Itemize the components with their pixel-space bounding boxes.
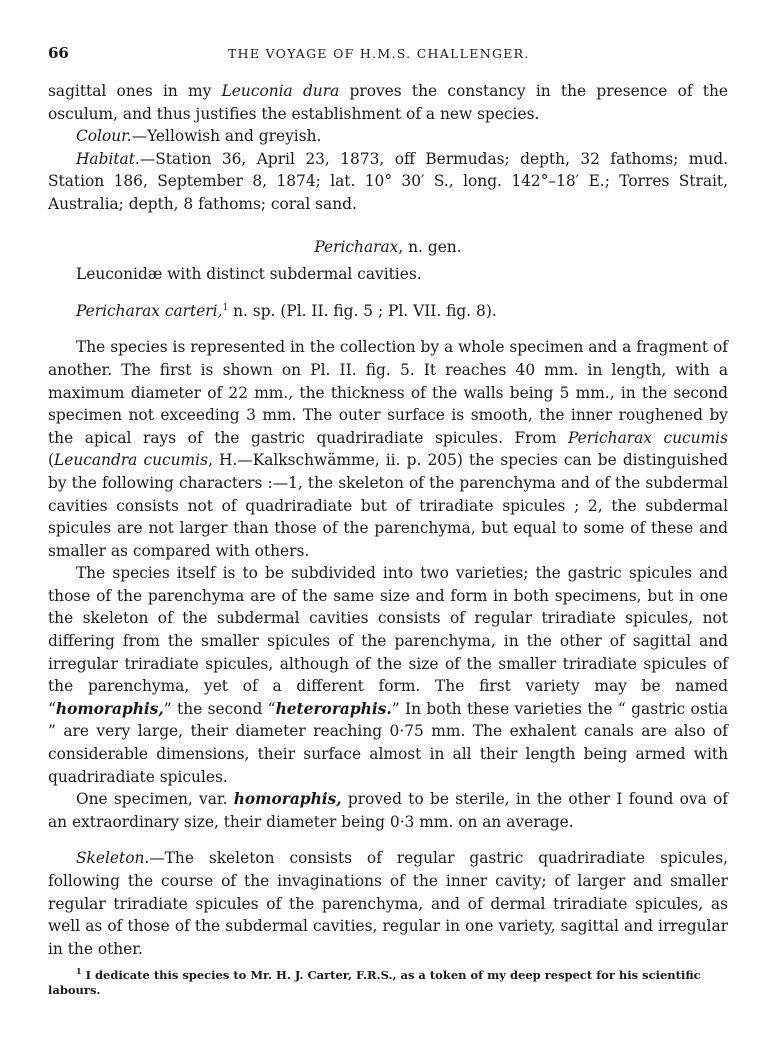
footnote: $^1$ I dedicate this species to Mr. H. J. Carter, F.R.S., as a token of my deep respect for his scientific labours. xyxy=(48,966,701,998)
species-heading: Pericharax carteri,$^1$ n. sp. (Pl. II. fig. 5 ; Pl. VII. fig. 8). xyxy=(76,301,497,320)
variety-name: homoraphis, xyxy=(233,790,342,809)
species-name: Leuconia dura xyxy=(221,82,340,100)
colour-label: Colour. xyxy=(76,127,132,146)
running-head: THE VOYAGE OF H.M.S. CHALLENGER. xyxy=(228,46,530,61)
colour-paragraph: Colour.—Yellowish and greyish. xyxy=(76,127,322,146)
page-number: 66 xyxy=(48,44,69,62)
habitat-paragraph: Habitat.—Station 36, April 23, 1873, off Bermudas; depth, 32 fathoms; mud. Station 186, September 8, 1874; lat. 10° 30′ S., long. 142°–18′ E.; Torres Strait, Australia; depth, 8 fathoms; coral sand. xyxy=(48,149,728,213)
species-name: Leucandra cucumis xyxy=(54,451,208,470)
description-paragraph-2: The species itself is to be subdivided into two varieties; the gastric spicules and those of the parenchyma are of the same size and form in both specimens, but in one the skeleton of the subdermal cavities consists of regular triradiate spicules, not differing from the smaller spicules of the parenchyma, in the other of sagittal and irregular triradiate spicules, although of the size of the smaller triradiate spicules of the parenchyma, yet of a different form. The first variety may be named “homoraphis,” the second “heteroraphis.” In both these varieties the “ gastric ostia ” are very large, their diameter reaching 0·75 mm. The exhalent canals are also of considerable dimensions, their surface almost in all their length being armed with quadriradiate spicules. xyxy=(48,564,729,786)
footnote-mark: 1 xyxy=(222,302,229,313)
skeleton-label: Skeleton. xyxy=(76,849,150,868)
description-paragraph-3: One specimen, var. homoraphis, proved to be sterile, in the other I found ova of an extraordinary size, their diameter being 0·3 mm. on an average. xyxy=(48,790,728,831)
species-name: Pericharax cucumis xyxy=(567,428,728,447)
variety-name: homoraphis, xyxy=(55,699,164,718)
footnote-number: 1 xyxy=(76,966,82,977)
variety-name: heteroraphis. xyxy=(275,699,392,718)
intro-paragraph: sagittal ones in my Leuconia dura proves the constancy in the presence of the osculum, and thus justifies the establishment of a new species. xyxy=(48,82,728,123)
page xyxy=(48,44,728,998)
genus-name: Pericharax xyxy=(314,237,399,256)
genus-description: Leuconidæ with distinct subdermal cavities. xyxy=(76,265,422,284)
page-header xyxy=(48,44,728,66)
species-heading-name: Pericharax carteri, xyxy=(76,301,223,320)
skeleton-paragraph: Skeleton.—The skeleton consists of regular gastric quadriradiate spicules, following the course of the invaginations of the inner cavity; of larger and smaller regular triradiate spicules of the parenchyma, and of dermal triradiate spicules, as well as of those of the subdermal cavities, regular in one variety, sagittal and irregular in the other. xyxy=(48,849,728,958)
description-paragraph-1: The species is represented in the collection by a whole specimen and a fragment of another. The first is shown on Pl. II. fig. 5. It reaches 40 mm. in length, with a maximum diameter of 22 mm., the thickness of the walls being 5 mm., in the second specimen not exceeding 3 mm. The outer surface is smooth, the inner roughened by the apical rays of the gastric quadriradiate spicules. From Pericharax cucumis (Leucandra cucumis, H.—Kalkschwämme, ii. p. 205) the species can be distinguished by the following characters :—1, the skeleton of the parenchyma and of the subdermal cavities consists not of quadriradiate but of triradiate spicules ; 2, the subdermal spicules are not larger than those of the parenchyma, but equal to some of these and smaller as compared with others. xyxy=(48,338,728,560)
habitat-label: Habitat. xyxy=(76,149,140,168)
genus-heading: Pericharax, n. gen. xyxy=(314,237,462,256)
